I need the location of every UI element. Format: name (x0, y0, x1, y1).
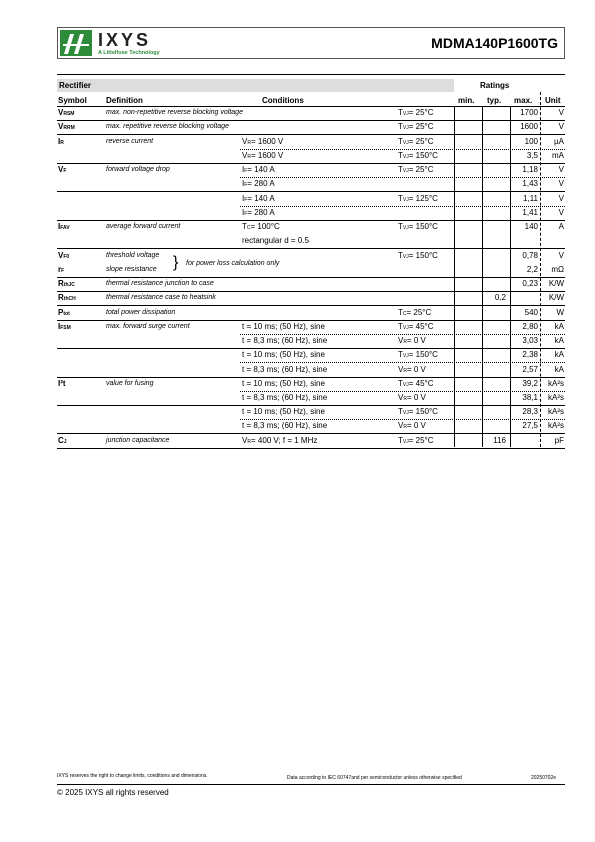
unit-value: V (558, 179, 564, 188)
symbol-cell-sub: R (60, 140, 64, 146)
condition-2 (398, 406, 438, 419)
condition-2-value: = 0 V (406, 421, 426, 430)
condition-2-main: T (398, 407, 403, 416)
unit-value: kA (554, 336, 564, 345)
unit-value: kA²s (548, 421, 564, 430)
condition-2 (398, 321, 434, 334)
symbol-cell-main: I (58, 222, 61, 231)
condition-2 (398, 364, 426, 377)
condition-2-value: = 25°C (408, 436, 434, 445)
section-band (57, 79, 454, 92)
condition-2-main: T (398, 251, 403, 260)
symbol-cell-main: C (58, 436, 64, 445)
symbol-cell-sub: FSM (60, 325, 71, 331)
max-value: 39,2 (522, 379, 538, 388)
condition-2-value: = 150°C (408, 350, 438, 359)
condition-2 (398, 150, 438, 163)
condition-1 (242, 150, 283, 163)
row-rule (240, 362, 565, 363)
unit-value: kA²s (548, 393, 564, 402)
condition-2-main: T (398, 122, 403, 131)
max-value: 1,43 (522, 179, 538, 188)
condition-2-sub: VJ (402, 168, 409, 174)
definition-cell: threshold voltage (106, 252, 160, 259)
symbol-cell-main: V (58, 122, 64, 131)
condition-1 (242, 193, 275, 206)
condition-2-sub: VJ (402, 382, 409, 388)
condition-1-main: t = 10 ms; (50 Hz), sine (242, 407, 325, 416)
condition-2-main: V (398, 421, 404, 430)
col-symbol: Symbol (58, 96, 87, 105)
part-number: MDMA140P1600TG (431, 35, 558, 51)
max-value: 100 (524, 137, 538, 146)
definition-cell: thermal resistance case to heatsink (106, 294, 216, 301)
condition-1-value: = 140 A (247, 194, 275, 203)
unit-value: kA (554, 322, 564, 331)
condition-2-sub: VJ (402, 154, 409, 160)
condition-2-sub: VJ (402, 439, 409, 445)
condition-2-main: T (398, 165, 403, 174)
top-rule (57, 74, 565, 75)
condition-1 (242, 221, 280, 234)
max-value: 2,80 (522, 322, 538, 331)
condition-2-sub: VJ (402, 140, 409, 146)
symbol-cell (58, 221, 70, 234)
condition-2-main: T (398, 350, 403, 359)
condition-1 (242, 392, 327, 404)
condition-2 (398, 349, 438, 362)
max-value: 1,18 (522, 165, 538, 174)
condition-1-sub: R (247, 439, 251, 445)
symbol-cell-main: I (58, 137, 61, 146)
symbol-cell (58, 164, 66, 177)
row-rule (57, 305, 565, 306)
condition-2-value: = 0 V (406, 393, 426, 402)
condition-1 (242, 378, 325, 390)
condition-2-value: = 150°C (408, 407, 438, 416)
definition-cell: max. forward surge current (106, 323, 190, 330)
condition-1-main: t = 8,3 ms; (60 Hz), sine (242, 393, 328, 402)
symbol-cell (58, 264, 64, 277)
condition-2 (398, 136, 434, 149)
header-box (57, 27, 565, 59)
unit-value: K/W (548, 293, 564, 302)
unit-value: V (558, 208, 564, 217)
row-rule (57, 134, 565, 135)
condition-2-sub: C (402, 311, 407, 317)
condition-2 (398, 221, 438, 234)
symbol-cell (58, 250, 69, 263)
condition-2 (398, 378, 434, 391)
footer-disclaimer: IXYS reserves the right to change limits, conditions and dimensions. (57, 773, 208, 779)
condition-1-main: t = 10 ms; (50 Hz), sine (242, 322, 325, 331)
unit-value: A (558, 222, 564, 231)
condition-2 (398, 164, 434, 177)
condition-2-value: = 25°C (408, 108, 434, 117)
symbol-cell-sub: RRM (63, 125, 75, 131)
symbol-cell-sub: thJC (63, 282, 75, 288)
condition-1 (242, 136, 283, 149)
definition-cell: max. non-repetitive reverse blocking voltage (106, 109, 243, 116)
condition-2-main: T (398, 194, 403, 203)
unit-value: mA (552, 151, 564, 160)
brace-icon: } (173, 254, 179, 271)
condition-2-main: T (398, 222, 403, 231)
symbol-cell (58, 121, 75, 134)
symbol-cell-sub: F (61, 268, 65, 274)
condition-1-sub: C (246, 225, 251, 231)
condition-2-sub: VJ (402, 225, 409, 231)
definition-cell: forward voltage drop (106, 166, 170, 173)
condition-2-sub: R (403, 368, 407, 374)
col-definition: Definition (106, 96, 143, 105)
condition-2-sub: VJ (402, 325, 409, 331)
condition-2-sub: VJ (402, 197, 409, 203)
condition-1 (242, 364, 327, 376)
symbol-cell-main: V (58, 108, 64, 117)
condition-2-main: T (398, 379, 403, 388)
condition-1 (242, 207, 275, 220)
row-rule (57, 191, 565, 192)
max-value: 1700 (520, 108, 538, 117)
footer-rule (57, 784, 565, 785)
max-value: 2,57 (522, 365, 538, 374)
condition-1-value: = 280 A (247, 179, 275, 188)
condition-2-main: V (398, 336, 404, 345)
symbol-cell-sub: FAV (60, 225, 70, 231)
condition-1-value: = 1600 V (250, 151, 284, 160)
condition-1-value: = 1600 V (250, 137, 284, 146)
copyright: © 2025 IXYS all rights reserved (57, 788, 169, 797)
section-title: Rectifier (59, 81, 92, 90)
symbol-cell-main: I²t (58, 379, 66, 388)
condition-2-main: T (398, 137, 403, 146)
condition-1-sub: F (244, 182, 248, 188)
unit-value: V (558, 194, 564, 203)
unit-value: kA²s (548, 407, 564, 416)
condition-2-value: = 150°C (408, 222, 438, 231)
unit-value: kA (554, 350, 564, 359)
symbol-cell-sub: RSM (63, 111, 75, 117)
condition-2-value: = 125°C (408, 194, 438, 203)
definition-cell: reverse current (106, 138, 154, 145)
condition-1-main: t = 8,3 ms; (60 Hz), sine (242, 336, 328, 345)
max-value: 2,2 (526, 265, 538, 274)
max-value: 140 (524, 222, 538, 231)
unit-value: V (558, 165, 564, 174)
unit-value: V (558, 251, 564, 260)
max-value: 2,38 (522, 350, 538, 359)
condition-2-main: T (398, 322, 403, 331)
symbol-cell-main: P (58, 308, 64, 317)
unit-value: pF (554, 436, 564, 445)
condition-1 (242, 420, 327, 432)
condition-1-main: I (242, 165, 245, 174)
condition-1-value: = 140 A (247, 165, 275, 174)
definition-cell: total power dissipation (106, 309, 176, 316)
condition-1-main: rectangular (242, 236, 283, 245)
condition-1-value: d = 0.5 (282, 236, 309, 245)
row-rule (57, 448, 565, 449)
unit-value: mΩ (551, 265, 564, 274)
condition-2-value: = 150°C (408, 251, 438, 260)
condition-2-value: = 25°C (408, 137, 434, 146)
max-value: 1,41 (522, 208, 538, 217)
condition-2-value: = 25°C (406, 308, 432, 317)
condition-1-main: t = 10 ms; (50 Hz), sine (242, 350, 325, 359)
condition-1-sub: F (244, 168, 248, 174)
condition-1-value: = 400 V; f = 1 MHz (250, 436, 318, 445)
condition-2-sub: VJ (402, 254, 409, 260)
col-min: min. (458, 96, 475, 105)
condition-2-main: T (398, 108, 403, 117)
ixys-logo-icon (60, 30, 92, 56)
row-rule (57, 433, 565, 434)
condition-2-value: = 25°C (408, 122, 434, 131)
max-value: 27,5 (522, 421, 538, 430)
definition-cell: junction capacitance (106, 437, 170, 444)
condition-1-main: V (242, 137, 248, 146)
condition-1 (242, 235, 309, 247)
ratings-label: Ratings (480, 81, 510, 90)
symbol-cell-sub: F (63, 168, 67, 174)
max-value: 1600 (520, 122, 538, 131)
symbol-cell (58, 307, 70, 320)
condition-2 (398, 420, 426, 433)
brand-subtitle: A Littelfuse Technology (98, 50, 160, 56)
col-divider (482, 106, 483, 447)
condition-1-main: I (242, 208, 245, 217)
symbol-cell-sub: thCH (63, 296, 76, 302)
definition-cell: slope resistance (106, 266, 157, 273)
condition-1-main: t = 8,3 ms; (60 Hz), sine (242, 365, 328, 374)
definition-cell: value for fusing (106, 380, 154, 387)
symbol-cell-main: R (58, 279, 64, 288)
condition-1-main: I (242, 194, 245, 203)
definition-cell: thermal resistance junction to case (106, 280, 214, 287)
condition-1 (242, 178, 275, 191)
condition-1-main: T (242, 222, 247, 231)
condition-1-sub: F (244, 211, 248, 217)
symbol-cell (58, 292, 76, 305)
condition-2 (398, 392, 426, 405)
condition-2-main: T (398, 308, 403, 317)
condition-1-sub: R (247, 154, 251, 160)
col-unit: Unit (545, 96, 561, 105)
unit-value: W (556, 308, 564, 317)
max-value: 3,03 (522, 336, 538, 345)
condition-2-main: V (398, 393, 404, 402)
row-rule (57, 248, 565, 249)
max-value: 0,78 (522, 251, 538, 260)
max-value: 38,1 (522, 393, 538, 402)
condition-1-main: V (242, 436, 248, 445)
max-value: 3,5 (526, 151, 538, 160)
condition-1 (242, 349, 325, 361)
symbol-cell (58, 107, 74, 120)
symbol-cell (58, 278, 75, 291)
condition-2-value: = 45°C (408, 379, 434, 388)
symbol-cell-main: V (58, 251, 64, 260)
symbol-cell-main: I (58, 322, 61, 331)
condition-1 (242, 406, 325, 418)
definition-cell: max. repetitive reverse blocking voltage (106, 123, 229, 130)
symbol-cell-main: R (58, 293, 64, 302)
condition-2-sub: VJ (402, 410, 409, 416)
condition-2 (398, 107, 434, 120)
symbol-cell-sub: J (63, 439, 67, 445)
condition-2-main: T (398, 436, 403, 445)
condition-1-sub: R (247, 140, 251, 146)
condition-1-main: I (242, 179, 245, 188)
condition-1-value: = 280 A (247, 208, 275, 217)
unit-value: kA²s (548, 379, 564, 388)
symbol-cell-main: V (58, 165, 64, 174)
condition-1-main: t = 10 ms; (50 Hz), sine (242, 379, 325, 388)
brand-name: IXYS (98, 30, 152, 50)
condition-2-value: = 150°C (408, 151, 438, 160)
symbol-cell (58, 435, 67, 448)
condition-2-value: = 0 V (406, 365, 426, 374)
condition-2-main: T (398, 151, 403, 160)
col-divider (454, 106, 455, 447)
condition-2 (398, 335, 426, 348)
unit-value: V (558, 122, 564, 131)
condition-2 (398, 250, 438, 263)
symbol-cell-sub: tot (63, 311, 70, 317)
condition-2-value: = 0 V (406, 336, 426, 345)
condition-2-value: = 45°C (408, 322, 434, 331)
condition-2-sub: VJ (402, 353, 409, 359)
symbol-cell-sub: F0 (63, 254, 70, 260)
symbol-cell (58, 136, 64, 149)
max-value: 0,23 (522, 279, 538, 288)
condition-2 (398, 307, 431, 320)
condition-1 (242, 435, 317, 448)
max-value: 540 (524, 308, 538, 317)
unit-value: K/W (548, 279, 564, 288)
symbol-cell (58, 378, 66, 390)
condition-1-main: t = 8,3 ms; (60 Hz), sine (242, 421, 328, 430)
condition-2 (398, 121, 434, 134)
condition-2-value: = 25°C (408, 165, 434, 174)
col-typ: typ. (487, 96, 502, 105)
footer-code: 20250702e (531, 775, 557, 781)
symbol-cell-main: r (58, 265, 62, 274)
unit-value: kA (554, 365, 564, 374)
condition-1-value: = 100°C (250, 222, 280, 231)
condition-2 (398, 193, 438, 206)
condition-1-main: V (242, 151, 248, 160)
max-value: 28,3 (522, 407, 538, 416)
col-divider (540, 92, 541, 447)
condition-2-sub: VJ (402, 125, 409, 131)
condition-1 (242, 321, 325, 333)
condition-2-sub: VJ (402, 111, 409, 117)
symbol-cell (58, 321, 71, 334)
condition-2-sub: R (403, 396, 407, 402)
condition-1 (242, 164, 275, 177)
max-value: 1,11 (523, 194, 538, 203)
unit-value: µA (554, 137, 564, 146)
condition-2-main: V (398, 365, 404, 374)
footer-standard: Data according to IEC 60747and per semiconductor unless otherwise specified (287, 775, 462, 781)
brace-note: for power loss calculation only (186, 260, 280, 267)
condition-2-sub: R (403, 339, 407, 345)
condition-1-sub: F (244, 197, 248, 203)
col-conditions: Conditions (262, 96, 304, 105)
col-max: max. (514, 96, 533, 105)
typ-value: 0,2 (494, 293, 506, 302)
condition-2 (398, 435, 434, 448)
col-divider (510, 106, 511, 447)
unit-value: V (558, 108, 564, 117)
condition-2-sub: R (403, 424, 407, 430)
definition-cell: average forward current (106, 223, 181, 230)
condition-1 (242, 335, 327, 347)
typ-value: 116 (493, 436, 506, 445)
